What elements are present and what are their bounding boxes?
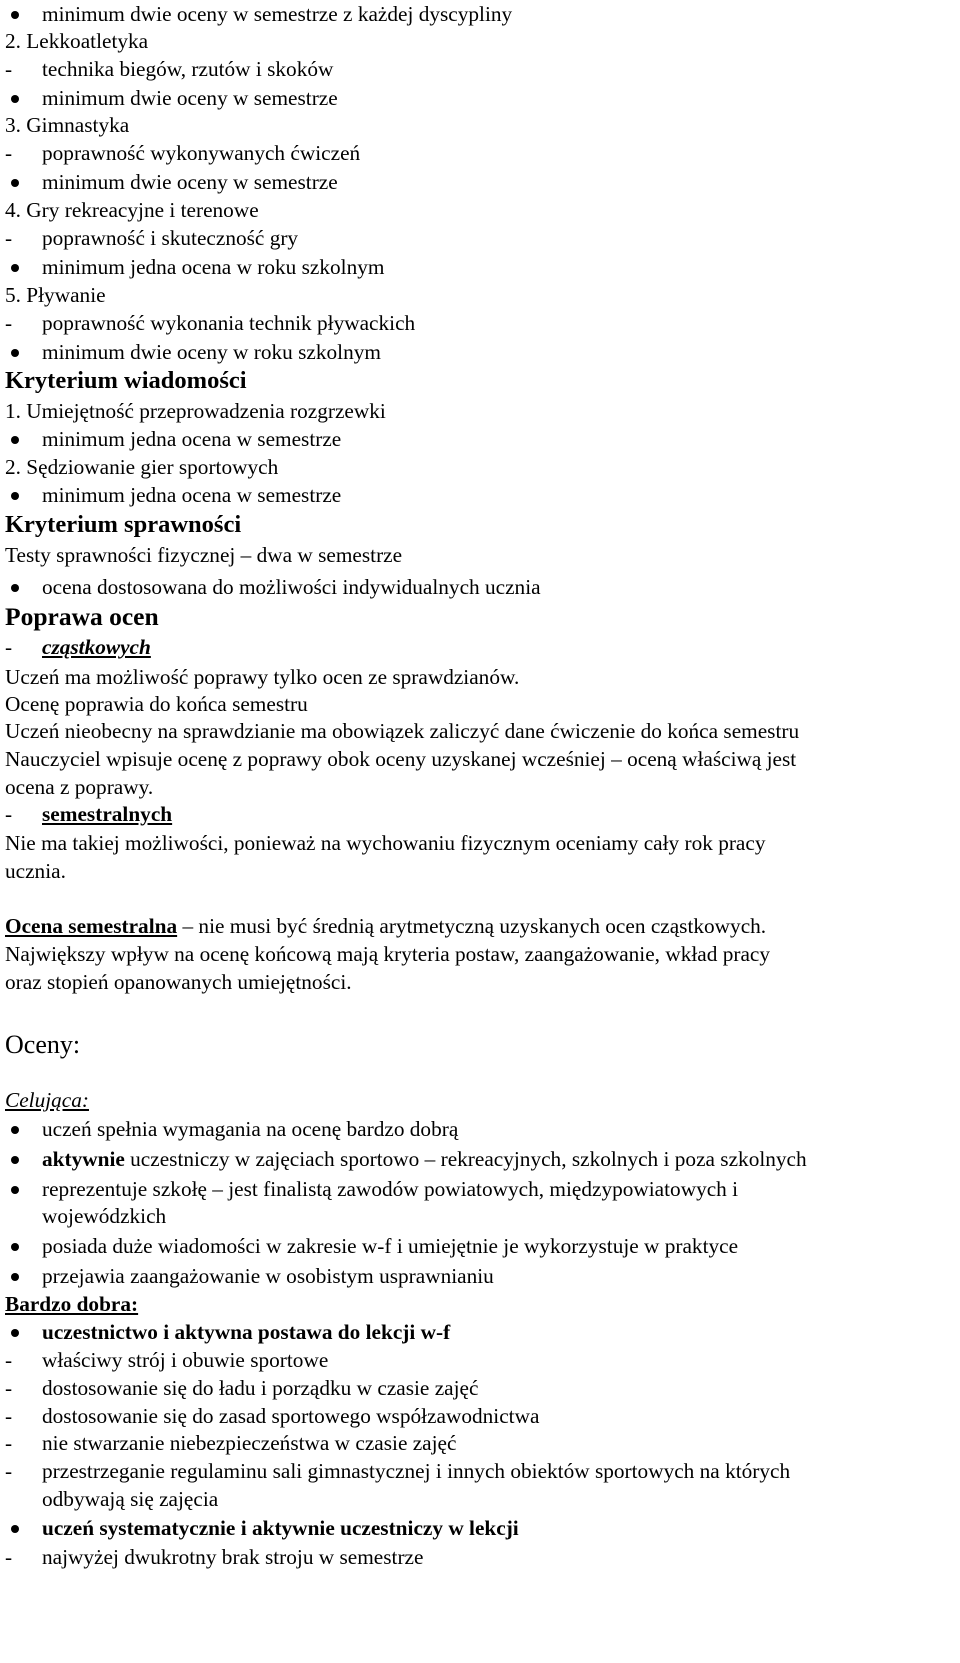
dash-marker: - bbox=[5, 1404, 13, 1428]
text-line bbox=[42, 338, 381, 367]
dash-marker: - bbox=[5, 1545, 13, 1569]
line-text: przejawia zaangażowanie w osobistym usprawnianiu bbox=[42, 1264, 494, 1288]
text-line bbox=[5, 745, 796, 774]
text-line bbox=[5, 857, 66, 886]
text-line bbox=[5, 541, 402, 570]
line-text: Kryterium wiadomości bbox=[5, 367, 247, 394]
line-text: 4. Gry rekreacyjne i terenowe bbox=[5, 198, 259, 222]
line-text: poprawność wykonania technik pływackich bbox=[42, 311, 416, 335]
dash-marker: - bbox=[5, 311, 13, 335]
line-text: Uczeń nieobecny na sprawdzianie ma obowiązek zaliczyć dane ćwiczenie do końca semestru bbox=[5, 719, 800, 743]
text-line bbox=[5, 940, 770, 969]
text-line bbox=[42, 1145, 807, 1174]
bullet-icon bbox=[5, 253, 35, 282]
line-text: cząstkowych bbox=[42, 635, 151, 659]
line-text: Nie ma takiej możliwości, ponieważ na wychowaniu fizycznym oceniamy cały rok pracy bbox=[5, 831, 766, 855]
line-text: odbywają się zajęcia bbox=[42, 1487, 219, 1511]
text-line bbox=[5, 912, 766, 941]
line-text: reprezentuje szkołę – jest finalistą zawodów powiatowych, międzypowiatowych i bbox=[42, 1177, 739, 1201]
text-line bbox=[42, 425, 341, 454]
dash-marker: - bbox=[5, 226, 13, 250]
bullet-icon bbox=[5, 0, 35, 29]
line-text: właściwy strój i obuwie sportowe bbox=[42, 1348, 329, 1372]
text-line bbox=[42, 1318, 450, 1347]
line-text: wojewódzkich bbox=[42, 1204, 167, 1228]
line-text: Bardzo dobra: bbox=[5, 1292, 139, 1316]
line-text: – nie musi być średnią arytmetyczną uzyskanych ocen cząstkowych. bbox=[177, 914, 767, 938]
text-line bbox=[5, 27, 148, 56]
line-text: 1. Umiejętność przeprowadzenia rozgrzewki bbox=[5, 399, 386, 423]
line-text: nie stwarzanie niebezpieczeństwa w czasie zajęć bbox=[42, 1431, 457, 1455]
text-line bbox=[5, 663, 519, 692]
bullet-icon bbox=[5, 1115, 35, 1144]
text-line bbox=[5, 1290, 138, 1319]
dash-marker: - bbox=[5, 635, 13, 659]
line-text: Największy wpływ na ocenę końcową mają kryteria postaw, zaangażowanie, wkład pracy bbox=[5, 942, 770, 966]
bullet-icon bbox=[5, 1175, 35, 1204]
dash-marker: - bbox=[5, 57, 13, 81]
text-line bbox=[5, 773, 153, 802]
line-text: dostosowanie się do ładu i porządku w czasie zajęć bbox=[42, 1376, 479, 1400]
line-text: ocena z poprawy. bbox=[5, 775, 154, 799]
dash-marker: - bbox=[5, 1431, 13, 1455]
text-line bbox=[42, 1543, 423, 1572]
text-line bbox=[42, 1514, 519, 1543]
line-text: technika biegów, rzutów i skoków bbox=[42, 57, 334, 81]
text-line bbox=[5, 111, 129, 140]
text-line bbox=[5, 453, 278, 482]
bullet-icon bbox=[5, 168, 35, 197]
line-text: Testy sprawności fizycznej – dwa w semestrze bbox=[5, 543, 403, 567]
text-line bbox=[42, 168, 338, 197]
section-heading bbox=[5, 366, 247, 395]
text-line bbox=[5, 397, 386, 426]
text-line bbox=[42, 800, 172, 829]
text-line bbox=[42, 1457, 790, 1486]
text-line bbox=[42, 1485, 218, 1514]
text-line bbox=[42, 1202, 166, 1231]
bullet-icon bbox=[5, 481, 35, 510]
section-heading bbox=[5, 602, 159, 631]
line-text: 2. Sędziowanie gier sportowych bbox=[5, 455, 279, 479]
text-line bbox=[42, 253, 384, 282]
line-text: Oceny: bbox=[5, 1030, 81, 1059]
line-text: poprawność wykonywanych ćwiczeń bbox=[42, 141, 361, 165]
line-text: 5. Pływanie bbox=[5, 283, 106, 307]
line-text: oraz stopień opanowanych umiejętności. bbox=[5, 970, 352, 994]
bold-term: aktywnie bbox=[42, 1147, 125, 1171]
line-text: minimum jedna ocena w semestrze bbox=[42, 483, 342, 507]
text-line bbox=[42, 633, 151, 662]
line-text: uczestnictwo i aktywna postawa do lekcji w-f bbox=[42, 1320, 451, 1344]
bullet-icon bbox=[5, 1318, 35, 1347]
lead-term: Ocena semestralna bbox=[5, 914, 178, 938]
line-text: Kryterium sprawności bbox=[5, 511, 242, 538]
line-text: dostosowanie się do zasad sportowego współzawodnictwa bbox=[42, 1404, 540, 1428]
text-line bbox=[42, 1429, 456, 1458]
text-line bbox=[5, 196, 259, 225]
line-text: minimum dwie oceny w semestrze bbox=[42, 170, 338, 194]
bullet-icon bbox=[5, 573, 35, 602]
text-line bbox=[42, 0, 512, 29]
text-line bbox=[42, 309, 415, 338]
text-line bbox=[42, 1374, 478, 1403]
bullet-icon bbox=[5, 1514, 35, 1543]
bullet-icon bbox=[5, 1145, 35, 1174]
dash-marker: - bbox=[5, 1459, 13, 1483]
line-text: minimum dwie oceny w roku szkolnym bbox=[42, 340, 381, 364]
bullet-icon bbox=[5, 84, 35, 113]
line-text: uczestniczy w zajęciach sportowo – rekreacyjnych, szkolnych i poza szkolnych bbox=[124, 1147, 807, 1171]
text-line bbox=[42, 1402, 539, 1431]
text-line bbox=[5, 1086, 89, 1115]
dash-marker: - bbox=[5, 141, 13, 165]
line-text: uczeń systematycznie i aktywnie uczestniczy w lekcji bbox=[42, 1516, 519, 1540]
text-line bbox=[42, 1262, 494, 1291]
text-line bbox=[42, 1346, 328, 1375]
text-line bbox=[42, 224, 298, 253]
line-text: Celująca: bbox=[5, 1088, 89, 1112]
text-line bbox=[42, 1175, 738, 1204]
text-line bbox=[42, 1232, 738, 1261]
line-text: najwyżej dwukrotny brak stroju w semestrze bbox=[42, 1545, 424, 1569]
bullet-icon bbox=[5, 338, 35, 367]
line-text: semestralnych bbox=[42, 802, 173, 826]
dash-marker: - bbox=[5, 1376, 13, 1400]
line-text: minimum dwie oceny w semestrze bbox=[42, 86, 338, 110]
text-line bbox=[5, 281, 106, 310]
text-line bbox=[42, 481, 341, 510]
text-line bbox=[5, 829, 766, 858]
text-line bbox=[42, 55, 333, 84]
line-text: 2. Lekkoatletyka bbox=[5, 29, 149, 53]
line-text: Nauczyciel wpisuje ocenę z poprawy obok oceny uzyskanej wcześniej – oceną właściwą jest bbox=[5, 747, 797, 771]
line-text: ocena dostosowana do możliwości indywidualnych ucznia bbox=[42, 575, 541, 599]
text-line bbox=[42, 573, 541, 602]
bullet-icon bbox=[5, 1232, 35, 1261]
line-text: minimum jedna ocena w semestrze bbox=[42, 427, 342, 451]
grades-heading bbox=[5, 1030, 80, 1059]
line-text: przestrzeganie regulaminu sali gimnastycznej i innych obiektów sportowych na których bbox=[42, 1459, 791, 1483]
text-line bbox=[42, 84, 338, 113]
line-text: poprawność i skuteczność gry bbox=[42, 226, 299, 250]
text-line bbox=[5, 690, 308, 719]
dash-marker: - bbox=[5, 1348, 13, 1372]
line-text: Ocenę poprawia do końca semestru bbox=[5, 692, 308, 716]
line-text: minimum dwie oceny w semestrze z każdej dyscypliny bbox=[42, 2, 513, 26]
line-text: minimum jedna ocena w roku szkolnym bbox=[42, 255, 385, 279]
line-text: ucznia. bbox=[5, 859, 66, 883]
line-text: Poprawa ocen bbox=[5, 602, 159, 631]
text-line bbox=[42, 139, 360, 168]
text-line bbox=[42, 1115, 458, 1144]
line-text: posiada duże wiadomości w zakresie w-f i umiejętnie je wykorzystuje w praktyce bbox=[42, 1234, 739, 1258]
dash-marker: - bbox=[5, 802, 13, 826]
text-line bbox=[5, 968, 352, 997]
line-text: Uczeń ma możliwość poprawy tylko ocen ze sprawdzianów. bbox=[5, 665, 520, 689]
line-text: 3. Gimnastyka bbox=[5, 113, 130, 137]
section-heading bbox=[5, 510, 241, 539]
bullet-icon bbox=[5, 1262, 35, 1291]
text-line bbox=[5, 717, 799, 746]
bullet-icon bbox=[5, 425, 35, 454]
line-text: uczeń spełnia wymagania na ocenę bardzo dobrą bbox=[42, 1117, 459, 1141]
